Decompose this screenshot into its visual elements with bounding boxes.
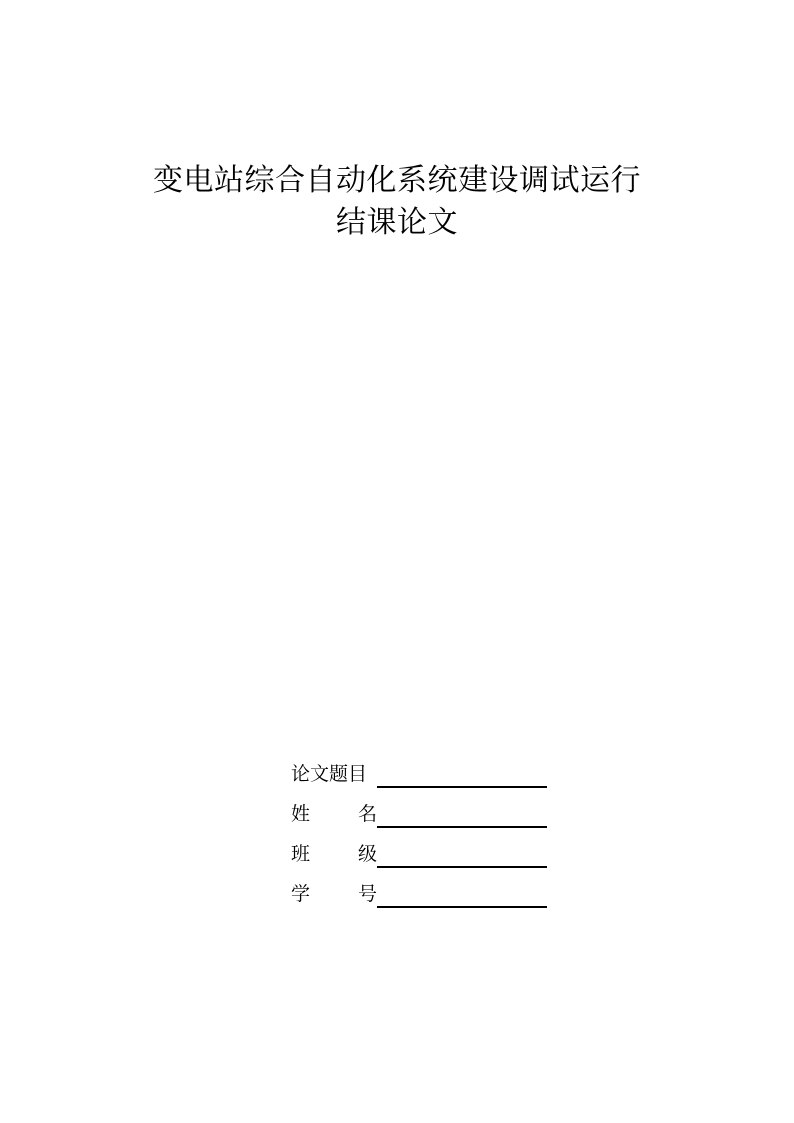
form-row-name bbox=[291, 788, 551, 828]
class-field[interactable] bbox=[377, 842, 547, 868]
name-label-char-2: 名 bbox=[357, 803, 377, 825]
class-label-char-1: 班 bbox=[291, 843, 311, 865]
student-id-label-char-1: 学 bbox=[291, 883, 311, 905]
thesis-title-label: 论文题目 bbox=[291, 763, 368, 785]
document-title bbox=[0, 160, 794, 244]
class-label bbox=[291, 840, 377, 868]
student-id-field[interactable] bbox=[377, 882, 547, 908]
title-line-2: 结课论文 bbox=[336, 205, 458, 240]
name-field[interactable] bbox=[377, 802, 547, 828]
thesis-title-field[interactable] bbox=[377, 762, 547, 788]
class-label-char-2: 级 bbox=[357, 843, 377, 865]
form-row-thesis-title bbox=[291, 748, 551, 788]
name-label-char-1: 姓 bbox=[291, 803, 311, 825]
form-row-class bbox=[291, 828, 551, 868]
name-label bbox=[291, 800, 377, 828]
form-row-student-id bbox=[291, 868, 551, 908]
student-id-label bbox=[291, 880, 377, 908]
title-line-1: 变电站综合自动化系统建设调试运行 bbox=[153, 163, 641, 198]
student-id-label-char-2: 号 bbox=[357, 883, 377, 905]
cover-form bbox=[291, 748, 551, 908]
